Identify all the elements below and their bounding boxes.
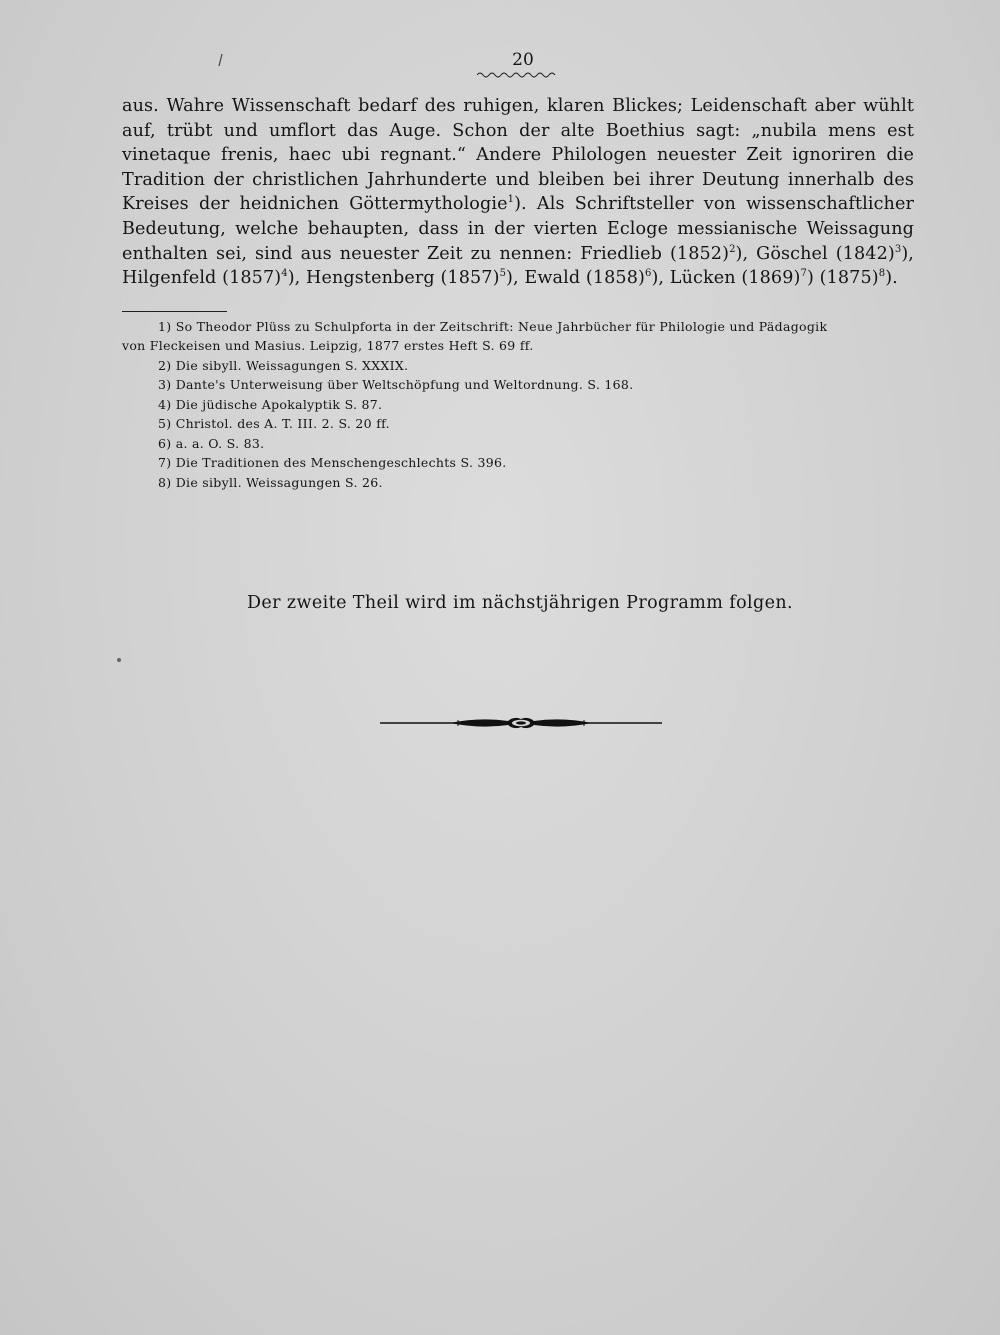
body-text-segment: ), Ewald (1858) (506, 268, 645, 289)
footnote-ref: 5 (499, 268, 507, 280)
footnote-7: 7) Die Traditionen des Menschengeschlechts S. 396. (158, 455, 507, 471)
footnotes (122, 317, 914, 493)
closing-note: Der zweite Theil wird im nächstjährigen Programm folgen. (246, 593, 794, 613)
footnote-continuation: von Fleckeisen und Masius. Leipzig, 1877 erstes Heft S. 69 ff. (122, 338, 534, 354)
body-text-segment: aus. Wahre Wissenschaft bedarf des ruhigen, klaren Blickes; Leidenschaft aber wühlt auf, trübt und umflort das Auge. Schon der alte Boethius sagt: „nubila mens est vinetaque frenis, haec ubi regnant.“ Andere Philologen neuester Zeit ignoriren die Tradition der christlichen Jahrhunderte und bleiben bei ihrer Deutung innerhalb des Kreises der heidnichen Göttermythologie (122, 96, 914, 215)
body-paragraph (122, 94, 914, 291)
wavy-underline-icon (477, 70, 557, 80)
footnote-6: 6) a. a. O. S. 83. (158, 435, 265, 451)
body-text-segment: ). Als Schriftsteller von wissenschaftlicher Bedeutung, welche behaupten, dass in der vierten Ecloge messianische Weissagung enthalten sei, sind aus neuester Zeit zu nennen: Friedlieb (1852) (122, 194, 914, 264)
footnote-ref: 4 (281, 268, 288, 280)
footnote-1 (122, 317, 914, 356)
stray-ink-dot (117, 658, 121, 662)
decorative-rule-icon (380, 713, 662, 733)
footnote-text: 1) So Theodor Plüss zu Schulpforta in der Zeitschrift: Neue Jahrbücher für Philologie und Pädagogik (158, 318, 828, 334)
page-number: 20 (512, 50, 534, 70)
body-text-segment: ), Hilgenfeld (1857) (122, 243, 914, 289)
footnote-2: 2) Die sibyll. Weissagungen S. XXXIX. (158, 357, 409, 373)
footnote-ref: 1 (507, 194, 515, 206)
footnote-ref: 6 (644, 268, 652, 280)
footnote-4: 4) Die jüdische Apokalyptik S. 87. (158, 396, 383, 412)
footnote-ref: 7 (800, 268, 807, 280)
body-text-segment: ). (885, 268, 898, 289)
footnote-5: 5) Christol. des A. T. III. 2. S. 20 ff. (158, 416, 390, 432)
footnote-ref: 3 (894, 243, 902, 255)
page-content (122, 50, 914, 492)
body-text-segment: ), Lücken (1869) (651, 268, 801, 289)
footnote-3: 3) Dante's Unterweisung über Weltschöpfung und Weltordnung. S. 168. (158, 377, 634, 393)
footnote-ref: 2 (729, 243, 736, 255)
body-text-segment: ), Hengstenberg (1857) (287, 268, 500, 289)
footnote-divider (122, 311, 227, 312)
footnote-ref: 8 (878, 268, 886, 280)
body-text-segment: ) (1875) (806, 268, 879, 289)
body-text-segment: ), Göschel (1842) (735, 243, 895, 264)
footnote-8: 8) Die sibyll. Weissagungen S. 26. (158, 474, 383, 490)
